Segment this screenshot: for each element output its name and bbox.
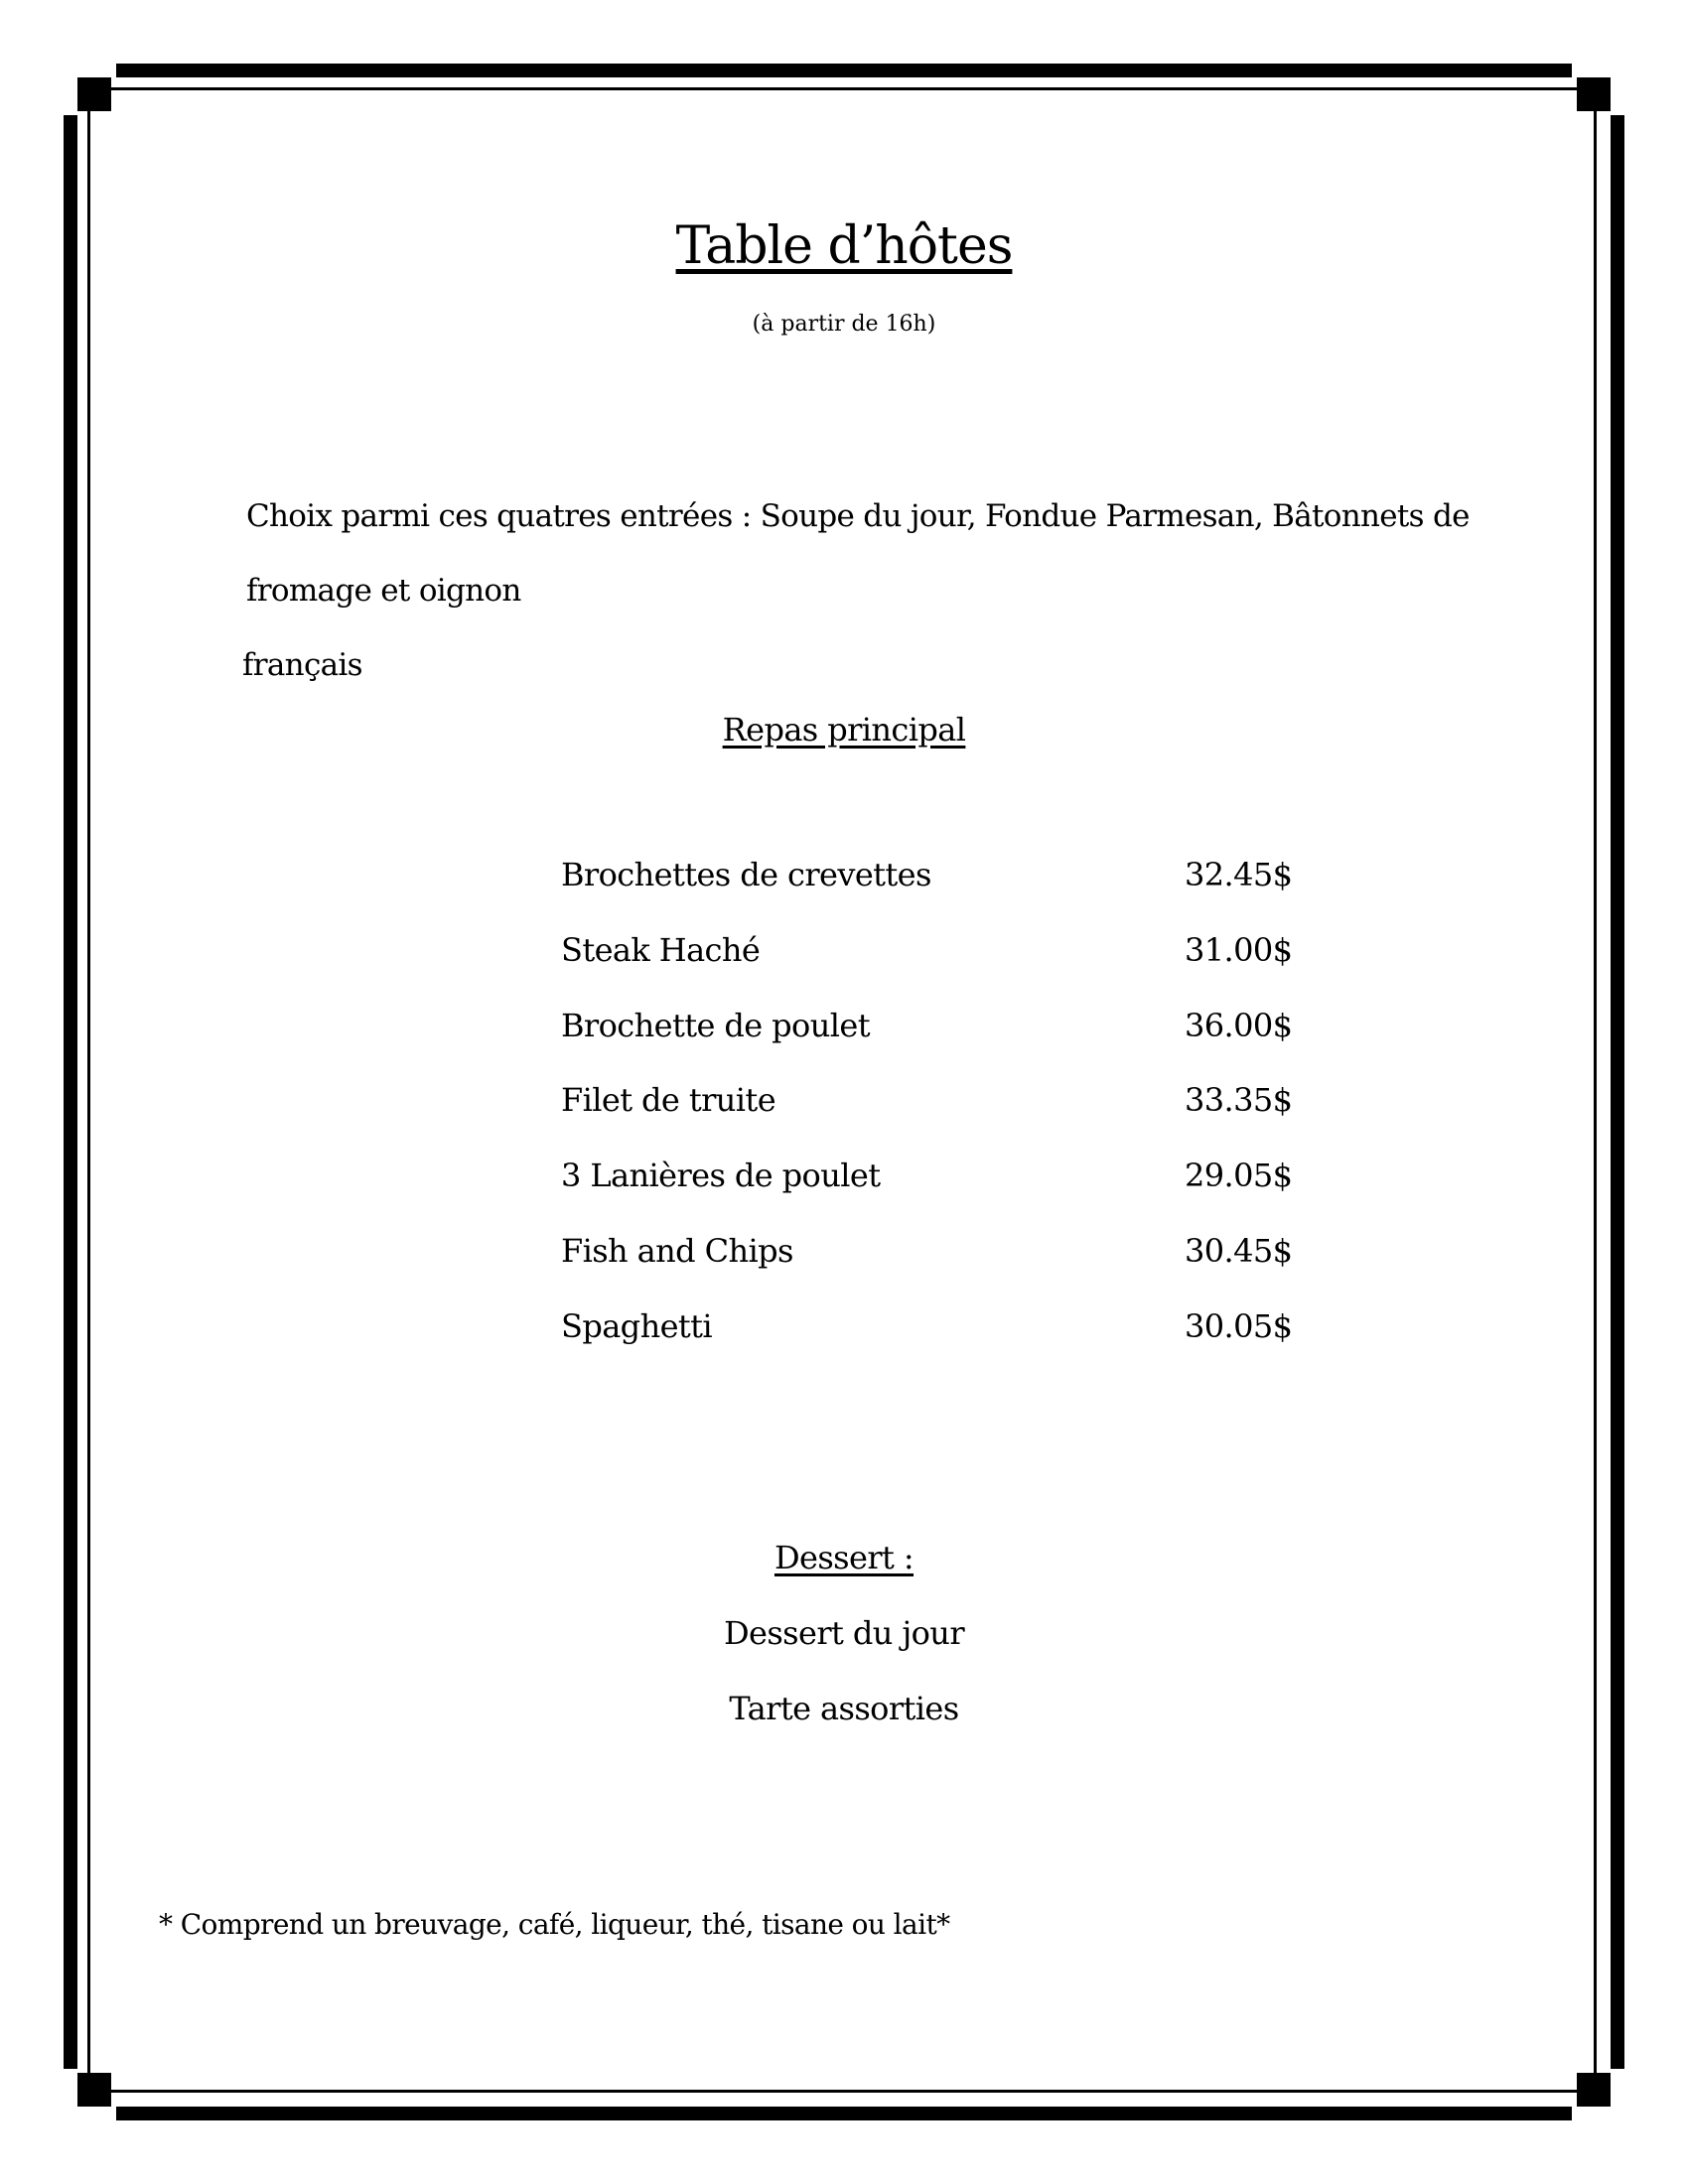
menu-item-name: Spaghetti [561, 1306, 713, 1345]
menu-item-name: Fish and Chips [561, 1231, 793, 1270]
menu-item [561, 1081, 1316, 1157]
menu-item-price: 29.05$ [1185, 1157, 1293, 1195]
menu-item-price: 30.45$ [1185, 1231, 1293, 1270]
menu-item [561, 1157, 1316, 1232]
page-subtitle: (à partir de 16h) [752, 312, 936, 337]
border-right [1611, 115, 1624, 2069]
menu-item-price: 30.05$ [1185, 1306, 1293, 1345]
border-top [116, 64, 1572, 77]
entrees-line-1: Choix parmi ces quatres entrées : Soupe du jour, Fondue Parmesan, Bâtonnets de fromage et oignon [246, 498, 1470, 609]
dessert-item: Tarte assorties [729, 1690, 959, 1727]
menu-item-name: Brochette de poulet [561, 1006, 870, 1044]
border-bottom [116, 2107, 1572, 2120]
menu-item [561, 856, 1316, 931]
menu-item [561, 1232, 1316, 1307]
main-course-heading: Repas principal [722, 711, 966, 749]
main-course-list [561, 856, 1316, 1383]
dessert-heading: Dessert : [774, 1539, 914, 1576]
menu-item-price: 31.00$ [1185, 930, 1293, 969]
page-title: Table d’hôtes [675, 216, 1013, 276]
entrees-line-2: français [242, 647, 362, 683]
menu-item-name: 3 Lanières de poulet [561, 1157, 881, 1195]
menu-item-name: Brochettes de crevettes [561, 856, 931, 893]
menu-item [561, 931, 1316, 1007]
entrees-paragraph [242, 479, 1597, 703]
menu-item-name: Filet de truite [561, 1081, 776, 1120]
menu-item [561, 1307, 1316, 1383]
menu-item-price: 33.35$ [1185, 1081, 1293, 1120]
menu-item-name: Steak Haché [561, 930, 761, 969]
border-left [64, 115, 77, 2069]
menu-item-price: 32.45$ [1185, 856, 1293, 893]
menu-item [561, 1007, 1316, 1082]
footnote: * Comprend un breuvage, café, liqueur, thé, tisane ou lait* [159, 1908, 950, 1941]
dessert-item: Dessert du jour [723, 1614, 965, 1652]
menu-item-price: 36.00$ [1185, 1006, 1293, 1044]
